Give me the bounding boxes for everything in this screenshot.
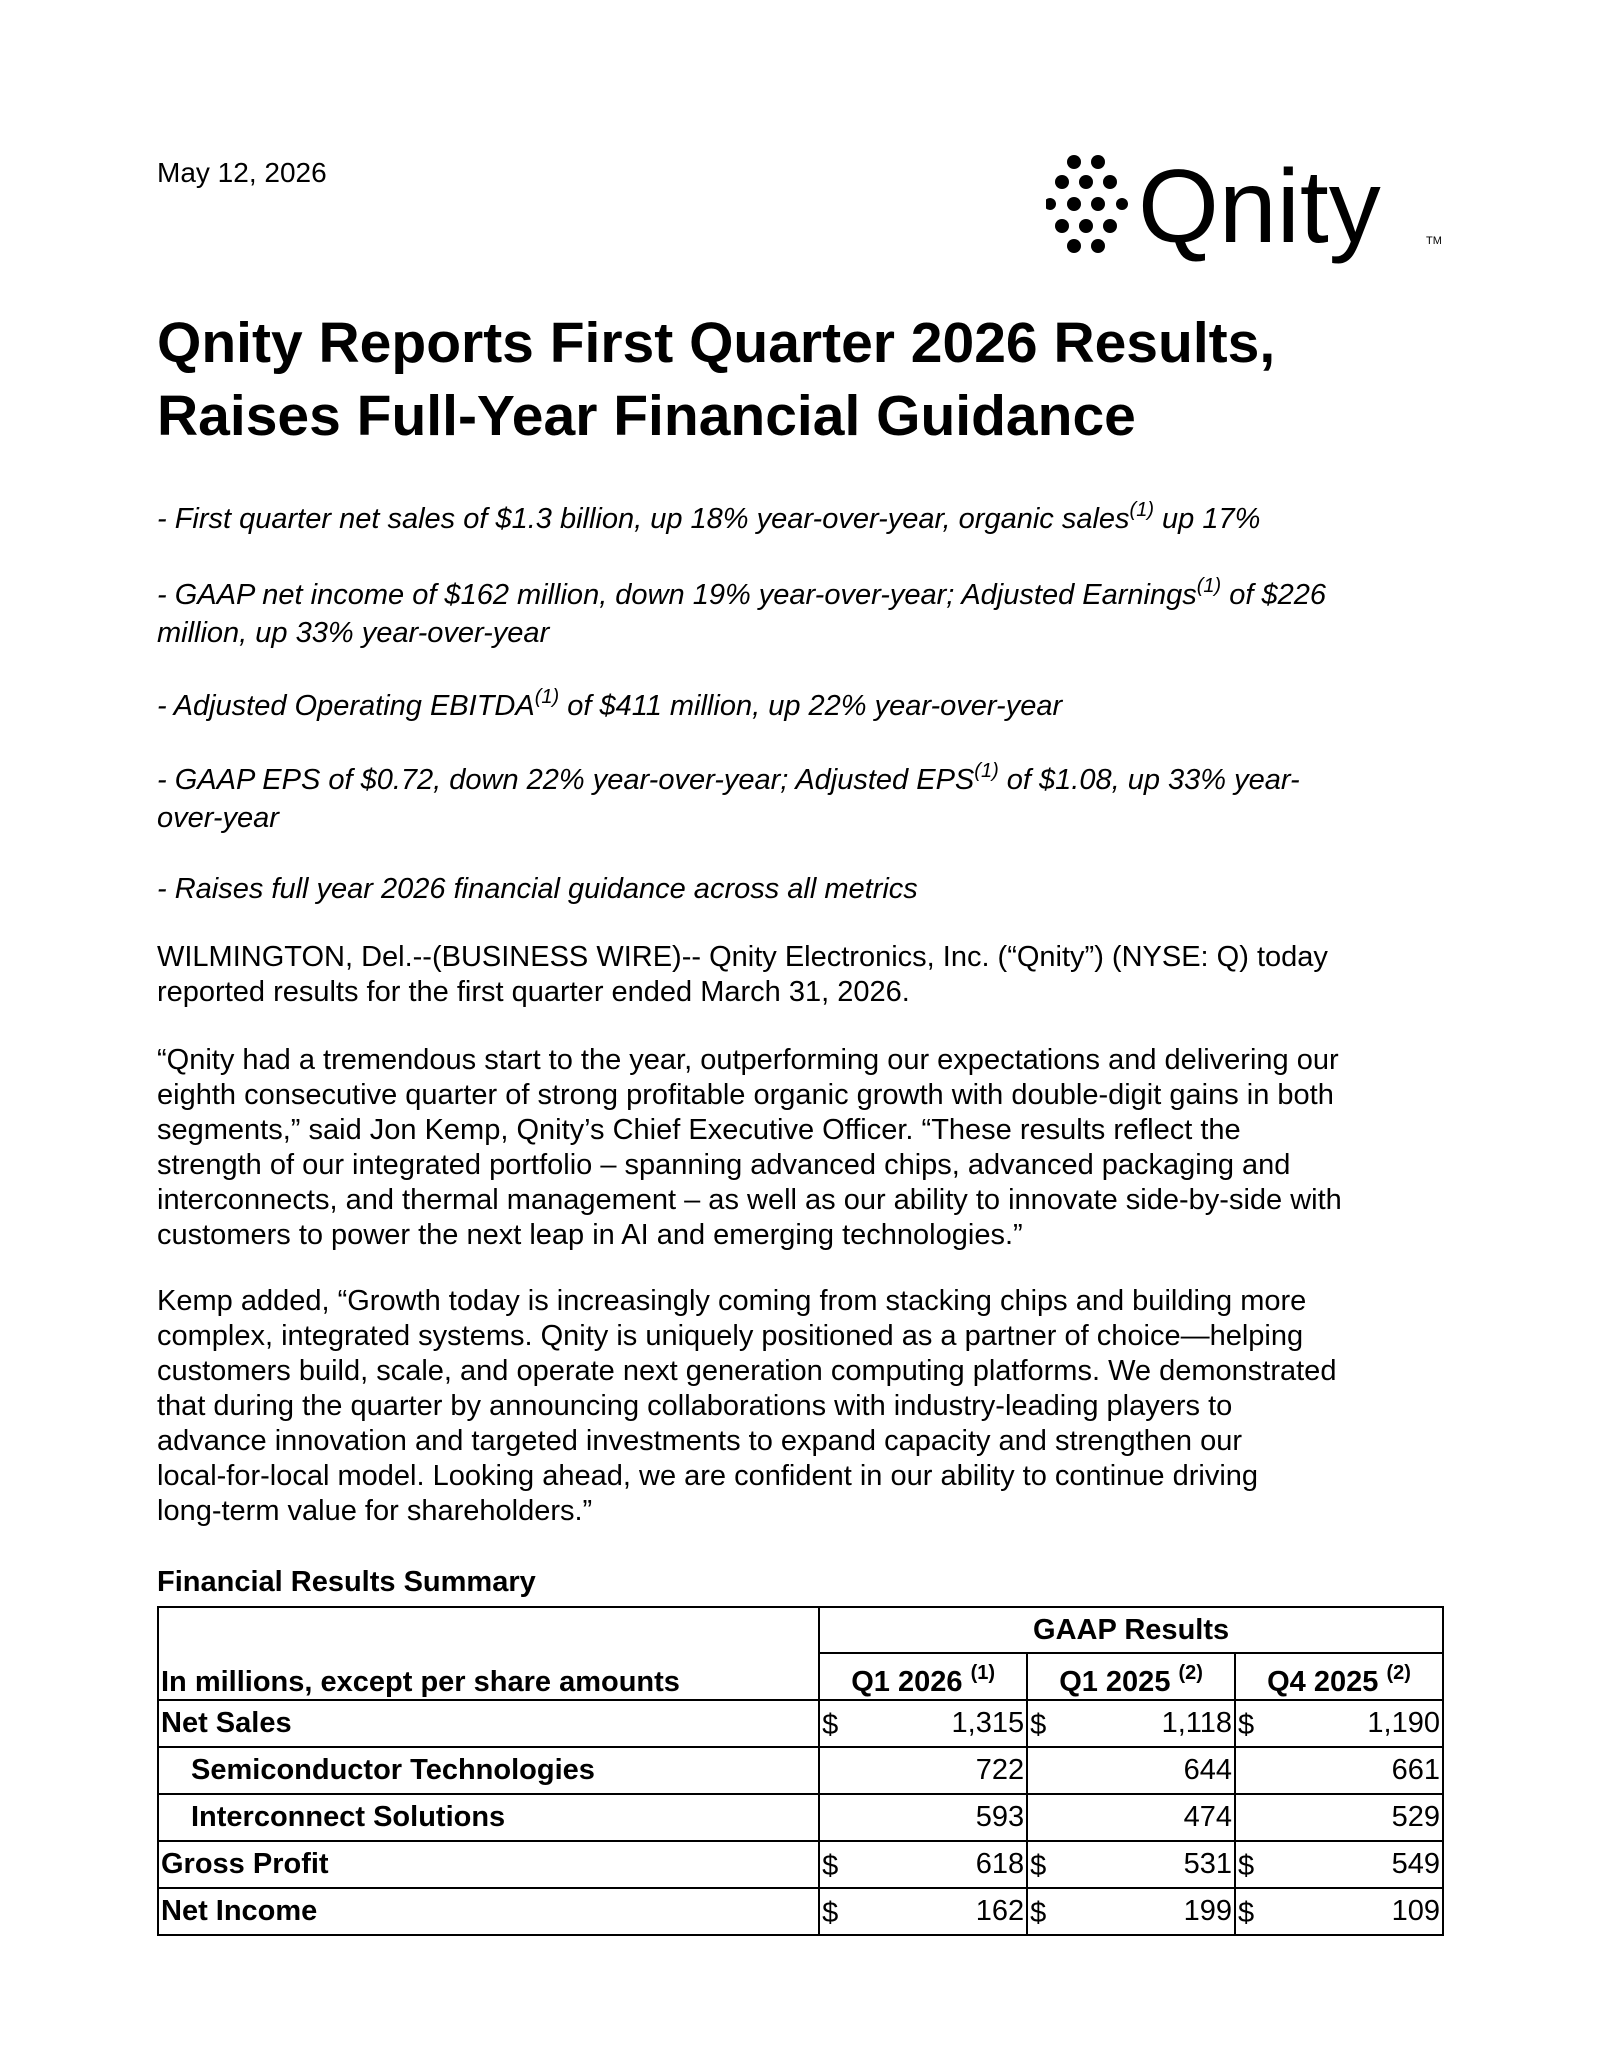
row-label: Interconnect Solutions (158, 1794, 819, 1841)
bullet-text: - Raises full year 2026 financial guidance across all metrics (157, 873, 918, 905)
footnote-ref: (1) (970, 1662, 996, 1684)
value-cell (819, 1841, 1027, 1888)
currency-symbol: $ (822, 1850, 839, 1882)
cell-value: 109 (1391, 1895, 1440, 1927)
financial-results-table (157, 1606, 1444, 1936)
bullet-text: - GAAP net income of $162 million, down 19% year-over-year; Adjusted Earnings (157, 579, 1197, 611)
currency-symbol: $ (1030, 1897, 1047, 1929)
cell-value: 661 (1391, 1754, 1440, 1786)
period-label: Q1 2025 (1059, 1666, 1171, 1698)
table-row (158, 1794, 1443, 1841)
bullet-text: of $411 million, up 22% year-over-year (559, 690, 1063, 722)
gaap-results-header: GAAP Results (819, 1607, 1443, 1653)
value-cell (819, 1747, 1027, 1794)
period-header (1027, 1653, 1235, 1700)
cell-value: 474 (1183, 1801, 1233, 1833)
cell-value: 531 (1183, 1848, 1233, 1880)
cell-value: 162 (975, 1895, 1025, 1927)
units-label: In millions, except per share amounts (158, 1653, 819, 1700)
paragraph-line: eighth consecutive quarter of strong profitable organic growth with double-digit gains in both (157, 1079, 1334, 1111)
cell-value: 1,118 (1161, 1707, 1233, 1739)
paragraph-line: that during the quarter by announcing collaborations with industry-leading players to (157, 1390, 1233, 1422)
footnote-ref: (2) (1178, 1662, 1203, 1684)
period-header (819, 1653, 1027, 1700)
paragraph-line: customers to power the next leap in AI and emerging technologies.” (157, 1219, 1023, 1251)
currency-symbol: $ (1238, 1897, 1255, 1929)
cell-value: 593 (975, 1801, 1025, 1833)
table-row (158, 1841, 1443, 1888)
footnote-ref: (2) (1386, 1662, 1411, 1684)
bullet-text: up 17% (1154, 503, 1261, 535)
footnote-ref: (1) (1196, 575, 1222, 597)
paragraph-line: interconnects, and thermal management – as well as our ability to innovate side-by-side with (157, 1184, 1342, 1216)
value-cell (819, 1794, 1027, 1841)
bullet-text: million, up 33% year-over-year (157, 617, 550, 649)
table-row (158, 1747, 1443, 1794)
table-corner (158, 1607, 819, 1653)
cell-value: 618 (975, 1848, 1025, 1880)
cell-value: 529 (1391, 1801, 1440, 1833)
paragraph-line: local-for-local model. Looking ahead, we are confident in our ability to continue driving (157, 1460, 1259, 1492)
cell-value: 1,190 (1367, 1707, 1440, 1739)
currency-symbol: $ (1030, 1709, 1047, 1741)
paragraph-line: long-term value for shareholders.” (157, 1495, 593, 1527)
cell-value: 1,315 (951, 1707, 1025, 1739)
highlight-bullet (157, 872, 1447, 907)
value-cell (1235, 1888, 1443, 1935)
currency-symbol: $ (1238, 1850, 1255, 1882)
ceo-quote-paragraph (157, 1043, 1447, 1253)
paragraph-line: customers build, scale, and operate next generation computing platforms. We demonstrated (157, 1355, 1337, 1387)
bullet-text: of $1.08, up 33% year- (998, 764, 1300, 796)
value-cell (819, 1700, 1027, 1747)
value-cell (1235, 1747, 1443, 1794)
cell-value: 644 (1183, 1754, 1233, 1786)
highlight-bullet (157, 575, 1447, 651)
value-cell (1027, 1747, 1235, 1794)
row-label: Net Sales (158, 1700, 819, 1747)
value-cell (1027, 1794, 1235, 1841)
title-line-2: Raises Full-Year Financial Guidance (157, 384, 1136, 448)
bullet-text: - GAAP EPS of $0.72, down 22% year-over-year; Adjusted EPS (157, 764, 975, 796)
footnote-ref: (1) (974, 760, 999, 782)
table-row (158, 1700, 1443, 1747)
bullet-text: - First quarter net sales of $1.3 billion, up 18% year-over-year, organic sales (157, 503, 1130, 535)
cell-value: 722 (975, 1754, 1025, 1786)
kemp-quote-paragraph (157, 1284, 1447, 1529)
value-cell (819, 1888, 1027, 1935)
financial-summary-heading: Financial Results Summary (157, 1566, 536, 1598)
period-header (1235, 1653, 1443, 1700)
value-cell (1235, 1794, 1443, 1841)
currency-symbol: $ (822, 1897, 839, 1929)
highlight-bullet (157, 760, 1447, 836)
currency-symbol: $ (1030, 1850, 1047, 1882)
currency-symbol: $ (1238, 1709, 1255, 1741)
footnote-ref: (1) (1129, 499, 1154, 521)
paragraph-line: WILMINGTON, Del.--(BUSINESS WIRE)-- Qnity Electronics, Inc. (“Qnity”) (NYSE: Q) today (157, 941, 1328, 973)
company-logo (1046, 152, 1446, 272)
table-row (158, 1888, 1443, 1935)
logo-wordmark: Qnity (1138, 152, 1381, 265)
period-label: Q4 2025 (1267, 1666, 1379, 1698)
value-cell (1027, 1700, 1235, 1747)
cell-value: 549 (1391, 1848, 1440, 1880)
release-date: May 12, 2026 (157, 157, 327, 188)
paragraph-line: complex, integrated systems. Qnity is uniquely positioned as a partner of choice—helping (157, 1320, 1304, 1352)
bullet-text: over-year (157, 802, 279, 834)
highlight-bullet (157, 499, 1447, 540)
paragraph-line: segments,” said Jon Kemp, Qnity’s Chief Executive Officer. “These results reflect the (157, 1114, 1241, 1146)
bullet-text: of $226 (1221, 579, 1326, 611)
paragraph-line: strength of our integrated portfolio – spanning advanced chips, advanced packaging and (157, 1149, 1291, 1181)
paragraph-line: “Qnity had a tremendous start to the year, outperforming our expectations and delivering our (157, 1044, 1339, 1076)
value-cell (1235, 1841, 1443, 1888)
bullet-text: - Adjusted Operating EBITDA (157, 690, 535, 722)
paragraph-line: advance innovation and targeted investments to expand capacity and strengthen our (157, 1425, 1243, 1457)
value-cell (1235, 1700, 1443, 1747)
row-label: Gross Profit (158, 1841, 819, 1888)
paragraph-line: Kemp added, “Growth today is increasingly coming from stacking chips and building more (157, 1285, 1307, 1317)
row-label: Semiconductor Technologies (158, 1747, 819, 1794)
page-title (157, 307, 1457, 453)
highlight-bullet (157, 686, 1447, 727)
currency-symbol: $ (822, 1709, 839, 1741)
cell-value: 199 (1183, 1895, 1233, 1927)
footnote-ref: (1) (534, 686, 560, 708)
title-line-1: Qnity Reports First Quarter 2026 Results, (157, 311, 1276, 375)
dateline-paragraph (157, 940, 1447, 1010)
value-cell (1027, 1841, 1235, 1888)
logo-trademark: TM (1426, 235, 1442, 247)
qnity-logo-icon (1046, 152, 1446, 272)
value-cell (1027, 1888, 1235, 1935)
period-label: Q1 2026 (851, 1666, 963, 1698)
paragraph-line: reported results for the first quarter ended March 31, 2026. (157, 976, 910, 1008)
row-label: Net Income (158, 1888, 819, 1935)
